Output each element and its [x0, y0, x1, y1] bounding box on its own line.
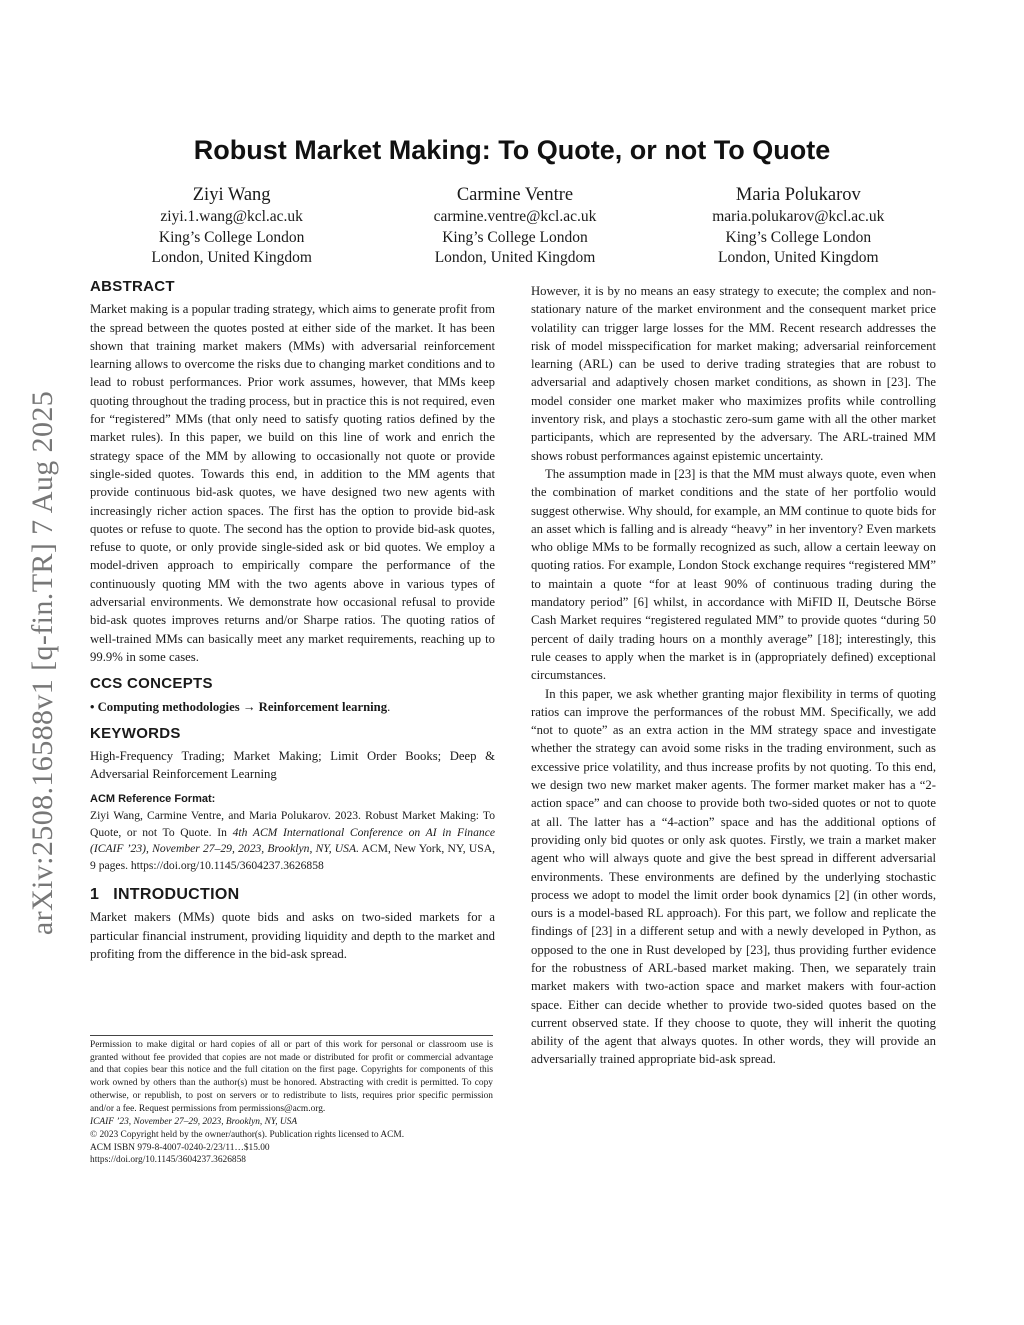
ccs-concepts — [90, 698, 495, 716]
copyright-footnote — [90, 1035, 493, 1167]
intro-paragraph: Market makers (MMs) quote bids and asks on two-sided markets for a particular financial instrument, providing liquidity and depth to the market and profiting from the difference in the bid-ask spread. — [90, 910, 495, 961]
body-paragraph: The assumption made in [23] is that the MM must always quote, even when the combination of market conditions and the state of her portfolio would suggest otherwise. Why should, for example, an MM continue to quote bids for an asset which is falling and is already “heavy” in her inventory? Even markets who oblige MMs to be formally recognized as such, allow a certain leeway on quoting ratios. For example, London Stock exchange requires “registered MM” to maintain a quote “for at least 90% of continuous trading during the mandatory period” [6] whilst, in accordance with MiFID II, Deutsche Börse Cash Market requires “registered regulated MM” to provide quotes “during 50 percent of daily trading hours on a monthly average” [18]; interestingly, this rule ceases to apply when the market is in (appropriately defined) exceptional circumstances. — [531, 466, 936, 683]
author-name: Ziyi Wang — [192, 185, 271, 205]
arxiv-stamp-text: arXiv:2508.16588v1 [q-fin.TR] 7 Aug 2025 — [26, 390, 59, 935]
arxiv-stamp — [18, 350, 68, 975]
author-location: London, United Kingdom — [151, 249, 312, 266]
reference-authors: Ziyi Wang, Carmine Ventre, and Maria Polukarov. 2023. Robust Market Making: To Quote, or not To Quote. In — [90, 809, 495, 839]
right-column — [531, 282, 936, 1069]
keywords-heading: KEYWORDS — [90, 724, 181, 742]
abstract-text: Market making is a popular trading strategy, which aims to generate profit from the spread between the quotes posted at either side of the market. It has been shown that training market makers (MMs) with adversarial reinforcement learning allows to overcome the risks due to changing market conditions and to lead to robust performances. Prior work assumes, however, that MMs keep quoting throughout the trading process, but in practice this is not required, even for “registered” MMs (that only need to satisfy quoting ratios defined by the market rules). In this paper, we build on this line of work and enrich the strategy space of the MM by allowing to occasionally not quote or provide single-sided quotes. Towards this end, in addition to the MM agents that provide continuous bid-ask quotes, we have designed two new agents with increasingly richer action spaces. The first has the option to provide bid-ask quotes or refuse to quote. The second has the option to provide bid-ask quotes, refuse to quote, or only provide single-sided ask or bid quotes. We employ a model-driven approach to empirically compare the performance of the continuously quoting MM with the two agents above in various types of adversarial environments. We demonstrate how occasional refusal to provide bid-ask quotes improves returns and/or Sharpe ratios. The quoting ratios of well-trained MMs can basically meet any market requirements, reaching up to 99.9% in some cases. — [90, 302, 495, 664]
ccs-period: . — [387, 699, 391, 714]
author-block — [90, 183, 940, 269]
ccs-text: • Computing methodologies → Reinforcement learning — [90, 699, 388, 714]
body-paragraph: In this paper, we ask whether granting major flexibility in terms of quoting ratios can improve the performances of the robust MM. Specifically, we add “not to quote” as an extra action in the MM strategy space and investigate whether the strategy can avoid some risks in the trading environment, such as excessive price volatility, and thus increase profits by not quoting. To this end, we design two new market maker agents. The former market maker has a “2-action space” and can choose to provide both two-sided quotes or not to quote at all. The latter has a “4-action” space and has the additional options of providing only bid quotes or only ask quotes. Firstly, we train a market maker agent who will always quote and give the best spread in different adversarial environments. These environments are defined by the underlying stochastic process we adopt to model the limit order book dynamics [2] (in other words, ours is a model-based RL approach). For this part, we follow and replicate the findings of [23] in a different setup and with a newly developed in Python, as opposed to the one in Rust developed by [23], thus providing further evidence for the robustness of ARL-based market making. Then, we separately train market makers with two-action space and market makers with four-action space. Either can decide whether to provide two-sided quotes based on the current observed state. If they choose to quote, they will inherit the quoting ability of the agent that always quotes. In other words, they will provide an adversarially trained appropriate bid-ask spread. — [531, 686, 936, 1067]
copyright-line: © 2023 Copyright held by the owner/author(s). Publication rights licensed to ACM. — [90, 1129, 405, 1140]
conference-venue: ICAIF ’23, November 27–29, 2023, Brooklyn, NY, USA — [90, 1117, 298, 1128]
author-3 — [657, 183, 940, 269]
section-title: INTRODUCTION — [113, 886, 240, 904]
author-1 — [90, 183, 373, 269]
keywords-text: High-Frequency Trading; Market Making; Limit Order Books; Deep & Adversarial Reinforcement Learning — [90, 749, 495, 782]
doi-line: https://doi.org/10.1145/3604237.3626858 — [90, 1155, 246, 1166]
paper-title: Robust Market Making: To Quote, or not To Quote — [193, 135, 831, 165]
author-location: London, United Kingdom — [434, 249, 596, 266]
author-affiliation: King’s College London — [158, 228, 305, 246]
ccs-heading: CCS CONCEPTS — [90, 675, 213, 693]
author-affiliation: King’s College London — [725, 228, 872, 246]
abstract-heading: ABSTRACT — [90, 278, 175, 295]
author-name: Carmine Ventre — [456, 185, 574, 205]
section-number: 1 — [90, 886, 100, 904]
body-paragraph: However, it is by no means an easy strategy to execute; the complex and non-stationary nature of the market environment and the consequent market price volatility can trigger large losses for the MM. Recent research addresses the risk of model misspecification for market making; adversarial reinforcement learning (ARL) can be used to derive trading strategies that are robust to adversarial and adaptively chosen market conditions, as shown in [23]. The model consider one market maker who maximizes profits while controlling inventory risk, and plays a stochastic zero-sum game with all the other market participants, which are represented by the adversary. The ARL-trained MM shows robust performances against epistemic uncertainty. — [531, 284, 936, 463]
reference-venue: 4th ACM International Conference on AI in Finance (ICAIF ’23), November 27–29, 2023, Brooklyn, NY, USA. — [90, 825, 495, 856]
introduction-heading — [90, 886, 495, 904]
reference-format-text — [90, 808, 495, 874]
author-email: carmine.ventre@kcl.ac.uk — [433, 208, 597, 225]
permission-notice: Permission to make digital or hard copies of all or part of this work for personal or classroom use is granted without fee provided that copies are not made or distributed for profit or commercial advantage and that copies bear this notice and the full citation on the first page. Copyrights for components of this work owned by others than the author(s) must be honored. Abstracting with credit is permitted. To copy otherwise, or republish, to post on servers or to redistribute to lists, requires prior specific permission and/or a fee. Request permissions from permissions@acm.org. — [90, 1040, 493, 1114]
author-email: maria.polukarov@kcl.ac.uk — [712, 208, 885, 225]
author-affiliation: King’s College London — [442, 228, 588, 246]
reference-doi: ACM, New York, NY, USA, 9 pages. https://doi.org/10.1145/3604237.3626858 — [90, 842, 495, 872]
author-location: London, United Kingdom — [718, 249, 879, 266]
author-2 — [373, 183, 656, 269]
author-name: Maria Polukarov — [735, 185, 861, 205]
isbn-line: ACM ISBN 979-8-4007-0240-2/23/11…$15.00 — [90, 1142, 270, 1153]
author-email: ziyi.1.wang@kcl.ac.uk — [160, 208, 303, 225]
left-column — [90, 278, 495, 963]
reference-format-heading: ACM Reference Format: — [90, 792, 216, 805]
